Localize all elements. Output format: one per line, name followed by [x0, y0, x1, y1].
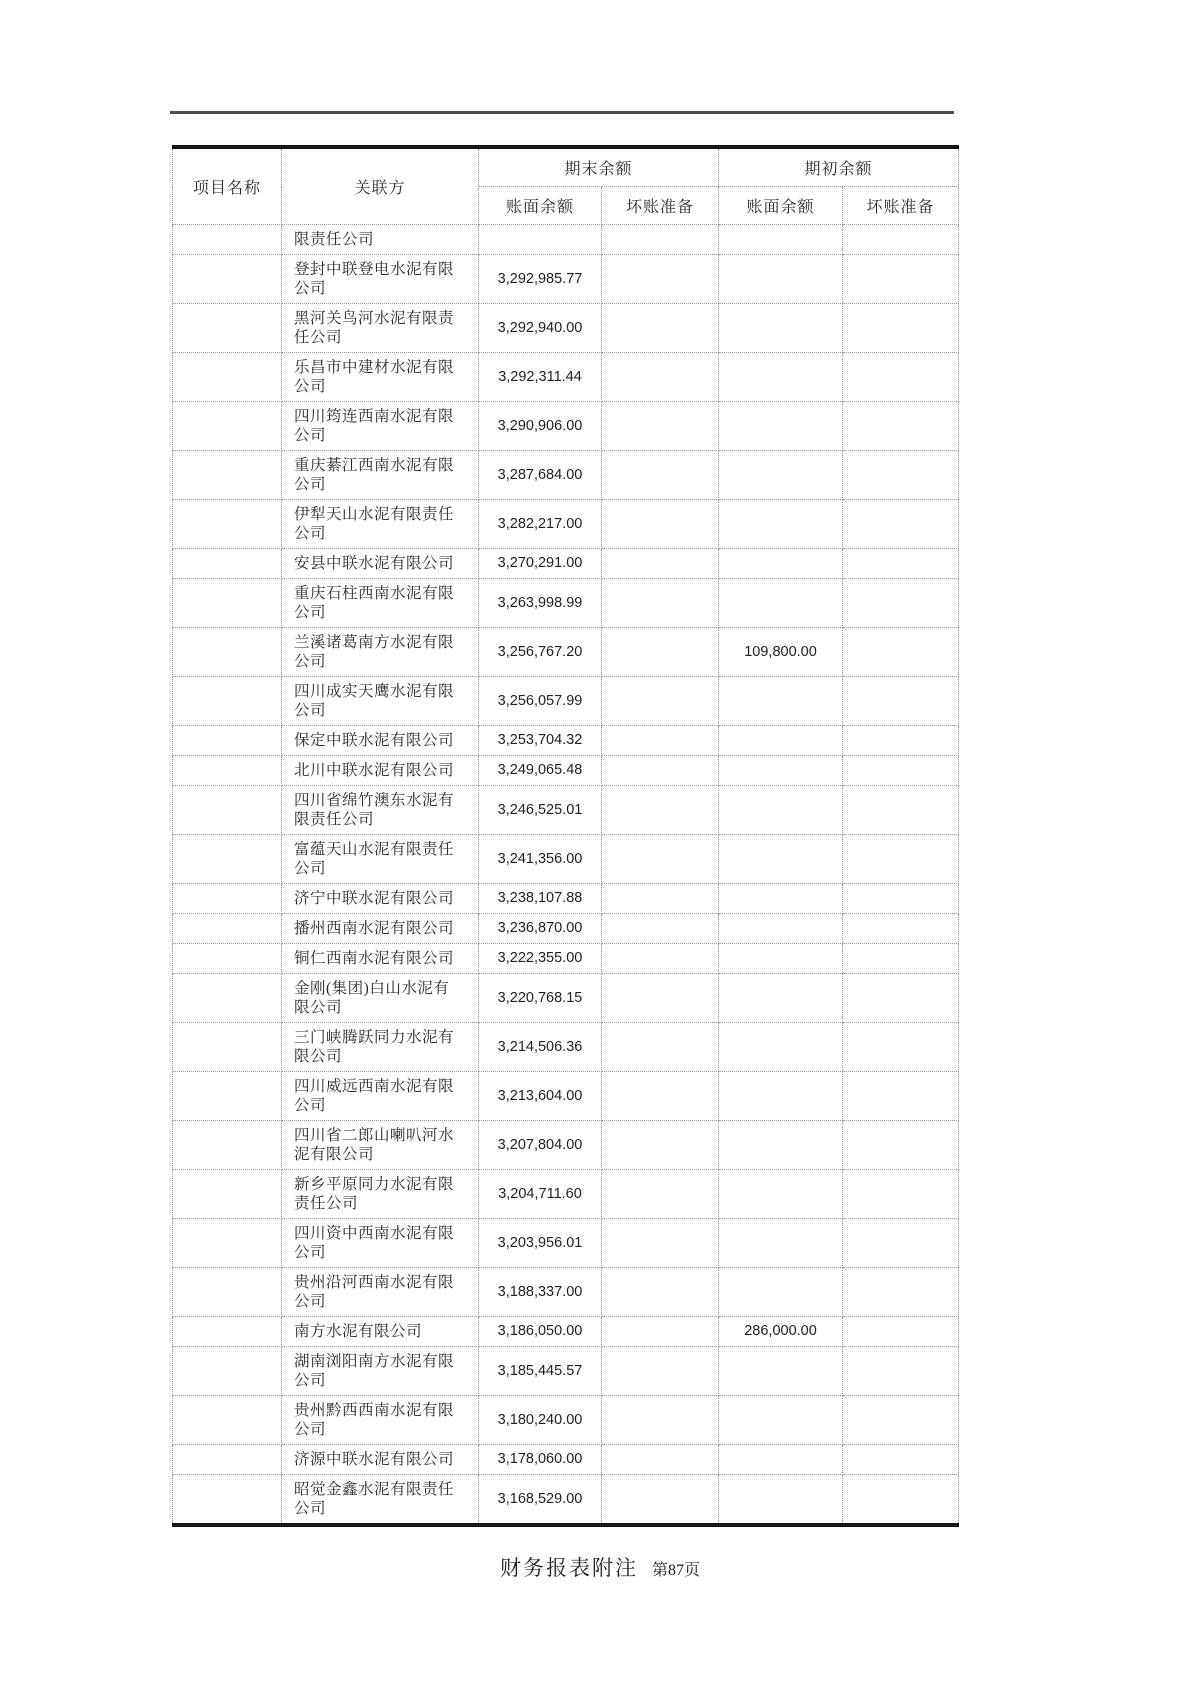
cell-ending-book-balance: 3,241,356.00 — [479, 835, 602, 884]
cell-beginning-book-balance — [719, 1072, 843, 1121]
cell-related-party: 安县中联水泥有限公司 — [282, 549, 479, 579]
cell-beginning-bad-debt — [843, 1347, 959, 1396]
table-row — [173, 549, 959, 579]
cell-related-party: 富蕴天山水泥有限责任公司 — [282, 835, 479, 884]
cell-ending-book-balance: 3,290,906.00 — [479, 402, 602, 451]
cell-ending-bad-debt — [602, 756, 719, 786]
cell-beginning-bad-debt — [843, 451, 959, 500]
cell-related-party: 金刚(集团)白山水泥有限公司 — [282, 974, 479, 1023]
cell-item-name — [173, 1170, 282, 1219]
table-row — [173, 1023, 959, 1072]
cell-beginning-book-balance — [719, 974, 843, 1023]
cell-beginning-book-balance — [719, 756, 843, 786]
cell-related-party: 四川省绵竹澳东水泥有限责任公司 — [282, 786, 479, 835]
cell-ending-bad-debt — [602, 1268, 719, 1317]
cell-ending-book-balance: 3,213,604.00 — [479, 1072, 602, 1121]
cell-related-party: 新乡平原同力水泥有限责任公司 — [282, 1170, 479, 1219]
cell-ending-book-balance: 3,253,704.32 — [479, 726, 602, 756]
table-row — [173, 944, 959, 974]
cell-beginning-bad-debt — [843, 255, 959, 304]
col-header-beginning-bad-debt: 坏账准备 — [843, 187, 959, 225]
cell-related-party: 伊犁天山水泥有限责任公司 — [282, 500, 479, 549]
cell-related-party: 湖南浏阳南方水泥有限公司 — [282, 1347, 479, 1396]
cell-ending-bad-debt — [602, 1121, 719, 1170]
cell-item-name — [173, 1445, 282, 1475]
cell-ending-bad-debt — [602, 353, 719, 402]
table-row — [173, 1072, 959, 1121]
cell-item-name — [173, 835, 282, 884]
cell-beginning-book-balance — [719, 1268, 843, 1317]
cell-beginning-book-balance — [719, 1121, 843, 1170]
cell-item-name — [173, 1396, 282, 1445]
table-row — [173, 835, 959, 884]
cell-beginning-book-balance — [719, 255, 843, 304]
cell-item-name — [173, 549, 282, 579]
cell-ending-bad-debt — [602, 974, 719, 1023]
cell-beginning-book-balance — [719, 786, 843, 835]
cell-related-party: 四川资中西南水泥有限公司 — [282, 1219, 479, 1268]
cell-beginning-book-balance — [719, 1396, 843, 1445]
cell-beginning-book-balance — [719, 579, 843, 628]
cell-related-party: 重庆綦江西南水泥有限公司 — [282, 451, 479, 500]
cell-ending-book-balance: 3,282,217.00 — [479, 500, 602, 549]
col-header-ending-bad-debt: 坏账准备 — [602, 187, 719, 225]
cell-beginning-bad-debt — [843, 402, 959, 451]
cell-beginning-bad-debt — [843, 1268, 959, 1317]
cell-ending-bad-debt — [602, 914, 719, 944]
cell-beginning-bad-debt — [843, 500, 959, 549]
cell-beginning-bad-debt — [843, 914, 959, 944]
cell-ending-book-balance: 3,249,065.48 — [479, 756, 602, 786]
cell-beginning-book-balance: 109,800.00 — [719, 628, 843, 677]
cell-beginning-bad-debt — [843, 628, 959, 677]
cell-ending-bad-debt — [602, 579, 719, 628]
table-row — [173, 1396, 959, 1445]
table-row — [173, 304, 959, 353]
cell-beginning-book-balance — [719, 225, 843, 255]
cell-item-name — [173, 677, 282, 726]
cell-beginning-bad-debt — [843, 1317, 959, 1347]
cell-related-party: 限责任公司 — [282, 225, 479, 255]
cell-related-party: 黑河关鸟河水泥有限责任公司 — [282, 304, 479, 353]
cell-item-name — [173, 451, 282, 500]
table-row — [173, 1170, 959, 1219]
cell-related-party: 贵州沿河西南水泥有限公司 — [282, 1268, 479, 1317]
cell-beginning-book-balance — [719, 1445, 843, 1475]
cell-beginning-bad-debt — [843, 726, 959, 756]
cell-item-name — [173, 1023, 282, 1072]
cell-beginning-bad-debt — [843, 1072, 959, 1121]
cell-ending-bad-debt — [602, 1023, 719, 1072]
cell-beginning-book-balance — [719, 1023, 843, 1072]
cell-ending-bad-debt — [602, 944, 719, 974]
cell-item-name — [173, 884, 282, 914]
cell-beginning-bad-debt — [843, 225, 959, 255]
cell-related-party: 济源中联水泥有限公司 — [282, 1445, 479, 1475]
cell-beginning-book-balance — [719, 1347, 843, 1396]
cell-beginning-bad-debt — [843, 786, 959, 835]
cell-item-name — [173, 1347, 282, 1396]
cell-ending-bad-debt — [602, 225, 719, 255]
cell-beginning-bad-debt — [843, 835, 959, 884]
cell-beginning-book-balance — [719, 304, 843, 353]
cell-item-name — [173, 974, 282, 1023]
cell-item-name — [173, 402, 282, 451]
cell-beginning-bad-debt — [843, 1445, 959, 1475]
cell-beginning-bad-debt — [843, 579, 959, 628]
cell-ending-bad-debt — [602, 304, 719, 353]
cell-related-party: 四川成实天鹰水泥有限公司 — [282, 677, 479, 726]
cell-related-party: 昭觉金鑫水泥有限责任公司 — [282, 1475, 479, 1526]
cell-beginning-bad-debt — [843, 974, 959, 1023]
table-row — [173, 451, 959, 500]
cell-ending-book-balance: 3,188,337.00 — [479, 1268, 602, 1317]
col-header-beginning-balance: 期初余额 — [719, 147, 959, 187]
cell-related-party: 铜仁西南水泥有限公司 — [282, 944, 479, 974]
cell-ending-book-balance: 3,207,804.00 — [479, 1121, 602, 1170]
cell-ending-book-balance: 3,256,767.20 — [479, 628, 602, 677]
cell-item-name — [173, 500, 282, 549]
cell-beginning-bad-debt — [843, 1475, 959, 1526]
cell-item-name — [173, 786, 282, 835]
cell-item-name — [173, 756, 282, 786]
cell-beginning-book-balance — [719, 353, 843, 402]
cell-item-name — [173, 914, 282, 944]
cell-ending-book-balance: 3,203,956.01 — [479, 1219, 602, 1268]
cell-item-name — [173, 726, 282, 756]
cell-beginning-book-balance — [719, 884, 843, 914]
cell-related-party: 南方水泥有限公司 — [282, 1317, 479, 1347]
cell-ending-bad-debt — [602, 549, 719, 579]
col-header-item-name: 项目名称 — [173, 147, 282, 225]
cell-beginning-book-balance — [719, 726, 843, 756]
table-row — [173, 974, 959, 1023]
table-row — [173, 1268, 959, 1317]
cell-related-party: 四川筠连西南水泥有限公司 — [282, 402, 479, 451]
cell-ending-book-balance: 3,220,768.15 — [479, 974, 602, 1023]
cell-ending-bad-debt — [602, 677, 719, 726]
cell-related-party: 乐昌市中建材水泥有限公司 — [282, 353, 479, 402]
footer-page-number: 第87页 — [651, 1562, 700, 1579]
cell-ending-book-balance: 3,204,711.60 — [479, 1170, 602, 1219]
cell-item-name — [173, 1072, 282, 1121]
cell-beginning-bad-debt — [843, 944, 959, 974]
cell-beginning-book-balance — [719, 500, 843, 549]
cell-beginning-book-balance — [719, 677, 843, 726]
table-row — [173, 1445, 959, 1475]
cell-ending-book-balance: 3,214,506.36 — [479, 1023, 602, 1072]
table-body — [173, 225, 959, 1526]
cell-item-name — [173, 1268, 282, 1317]
cell-ending-bad-debt — [602, 726, 719, 756]
related-party-balances-table — [172, 145, 959, 1527]
cell-ending-bad-debt — [602, 1347, 719, 1396]
table-row — [173, 579, 959, 628]
cell-ending-book-balance: 3,186,050.00 — [479, 1317, 602, 1347]
table-row — [173, 1347, 959, 1396]
cell-related-party: 登封中联登电水泥有限公司 — [282, 255, 479, 304]
table-row — [173, 786, 959, 835]
cell-ending-book-balance: 3,292,311.44 — [479, 353, 602, 402]
cell-ending-bad-debt — [602, 402, 719, 451]
cell-beginning-book-balance — [719, 1170, 843, 1219]
cell-ending-bad-debt — [602, 1317, 719, 1347]
col-header-related-party: 关联方 — [282, 147, 479, 225]
col-header-ending-book-balance: 账面余额 — [479, 187, 602, 225]
cell-ending-bad-debt — [602, 628, 719, 677]
footer-title: 财务报表附注 — [499, 1556, 638, 1580]
header-divider-rule — [170, 111, 954, 114]
cell-related-party: 保定中联水泥有限公司 — [282, 726, 479, 756]
cell-related-party: 四川威远西南水泥有限公司 — [282, 1072, 479, 1121]
table-row — [173, 756, 959, 786]
cell-ending-book-balance: 3,256,057.99 — [479, 677, 602, 726]
table-row — [173, 914, 959, 944]
cell-ending-book-balance — [479, 225, 602, 255]
cell-ending-book-balance: 3,287,684.00 — [479, 451, 602, 500]
cell-item-name — [173, 304, 282, 353]
cell-beginning-book-balance — [719, 1475, 843, 1526]
table-row — [173, 1121, 959, 1170]
cell-ending-bad-debt — [602, 1219, 719, 1268]
cell-ending-book-balance: 3,292,985.77 — [479, 255, 602, 304]
cell-related-party: 贵州黔西西南水泥有限公司 — [282, 1396, 479, 1445]
cell-beginning-bad-debt — [843, 756, 959, 786]
col-header-beginning-book-balance: 账面余额 — [719, 187, 843, 225]
cell-ending-book-balance: 3,185,445.57 — [479, 1347, 602, 1396]
cell-item-name — [173, 944, 282, 974]
cell-beginning-bad-debt — [843, 1219, 959, 1268]
table-row — [173, 884, 959, 914]
cell-related-party: 播州西南水泥有限公司 — [282, 914, 479, 944]
cell-beginning-bad-debt — [843, 1023, 959, 1072]
cell-ending-book-balance: 3,292,940.00 — [479, 304, 602, 353]
cell-ending-bad-debt — [602, 884, 719, 914]
table-row — [173, 353, 959, 402]
cell-ending-book-balance: 3,168,529.00 — [479, 1475, 602, 1526]
page-footer — [0, 1552, 1200, 1582]
cell-related-party: 四川省二郎山喇叭河水泥有限公司 — [282, 1121, 479, 1170]
cell-ending-bad-debt — [602, 500, 719, 549]
cell-beginning-book-balance — [719, 1219, 843, 1268]
cell-item-name — [173, 1475, 282, 1526]
cell-ending-bad-debt — [602, 1072, 719, 1121]
cell-ending-book-balance: 3,270,291.00 — [479, 549, 602, 579]
cell-ending-bad-debt — [602, 1396, 719, 1445]
table-row — [173, 726, 959, 756]
cell-beginning-bad-debt — [843, 677, 959, 726]
cell-item-name — [173, 1121, 282, 1170]
cell-beginning-bad-debt — [843, 1396, 959, 1445]
cell-related-party: 三门峡腾跃同力水泥有限公司 — [282, 1023, 479, 1072]
cell-item-name — [173, 353, 282, 402]
table-row — [173, 677, 959, 726]
table-row — [173, 225, 959, 255]
cell-beginning-book-balance — [719, 549, 843, 579]
cell-related-party: 北川中联水泥有限公司 — [282, 756, 479, 786]
cell-item-name — [173, 255, 282, 304]
cell-related-party: 兰溪诸葛南方水泥有限公司 — [282, 628, 479, 677]
cell-ending-bad-debt — [602, 1475, 719, 1526]
col-header-ending-balance: 期末余额 — [479, 147, 719, 187]
cell-ending-book-balance: 3,222,355.00 — [479, 944, 602, 974]
cell-ending-bad-debt — [602, 835, 719, 884]
table-row — [173, 1219, 959, 1268]
cell-beginning-book-balance — [719, 835, 843, 884]
cell-beginning-bad-debt — [843, 353, 959, 402]
cell-item-name — [173, 579, 282, 628]
table-row — [173, 1475, 959, 1526]
cell-ending-book-balance: 3,238,107.88 — [479, 884, 602, 914]
table-header — [173, 147, 959, 225]
cell-ending-bad-debt — [602, 1170, 719, 1219]
cell-item-name — [173, 628, 282, 677]
cell-related-party: 重庆石柱西南水泥有限公司 — [282, 579, 479, 628]
cell-related-party: 济宁中联水泥有限公司 — [282, 884, 479, 914]
table-row — [173, 628, 959, 677]
cell-ending-bad-debt — [602, 451, 719, 500]
cell-ending-book-balance: 3,246,525.01 — [479, 786, 602, 835]
cell-beginning-bad-debt — [843, 304, 959, 353]
cell-ending-book-balance: 3,178,060.00 — [479, 1445, 602, 1475]
cell-ending-book-balance: 3,236,870.00 — [479, 914, 602, 944]
table-row — [173, 402, 959, 451]
table-row — [173, 255, 959, 304]
cell-beginning-book-balance — [719, 451, 843, 500]
cell-beginning-book-balance: 286,000.00 — [719, 1317, 843, 1347]
cell-beginning-bad-debt — [843, 549, 959, 579]
cell-beginning-bad-debt — [843, 884, 959, 914]
table-row — [173, 1317, 959, 1347]
cell-ending-book-balance: 3,263,998.99 — [479, 579, 602, 628]
cell-beginning-bad-debt — [843, 1121, 959, 1170]
cell-item-name — [173, 1317, 282, 1347]
cell-ending-book-balance: 3,180,240.00 — [479, 1396, 602, 1445]
cell-beginning-book-balance — [719, 914, 843, 944]
cell-beginning-book-balance — [719, 402, 843, 451]
cell-item-name — [173, 225, 282, 255]
cell-ending-bad-debt — [602, 1445, 719, 1475]
cell-beginning-book-balance — [719, 944, 843, 974]
cell-ending-bad-debt — [602, 255, 719, 304]
cell-beginning-bad-debt — [843, 1170, 959, 1219]
cell-ending-bad-debt — [602, 786, 719, 835]
cell-item-name — [173, 1219, 282, 1268]
table-row — [173, 500, 959, 549]
